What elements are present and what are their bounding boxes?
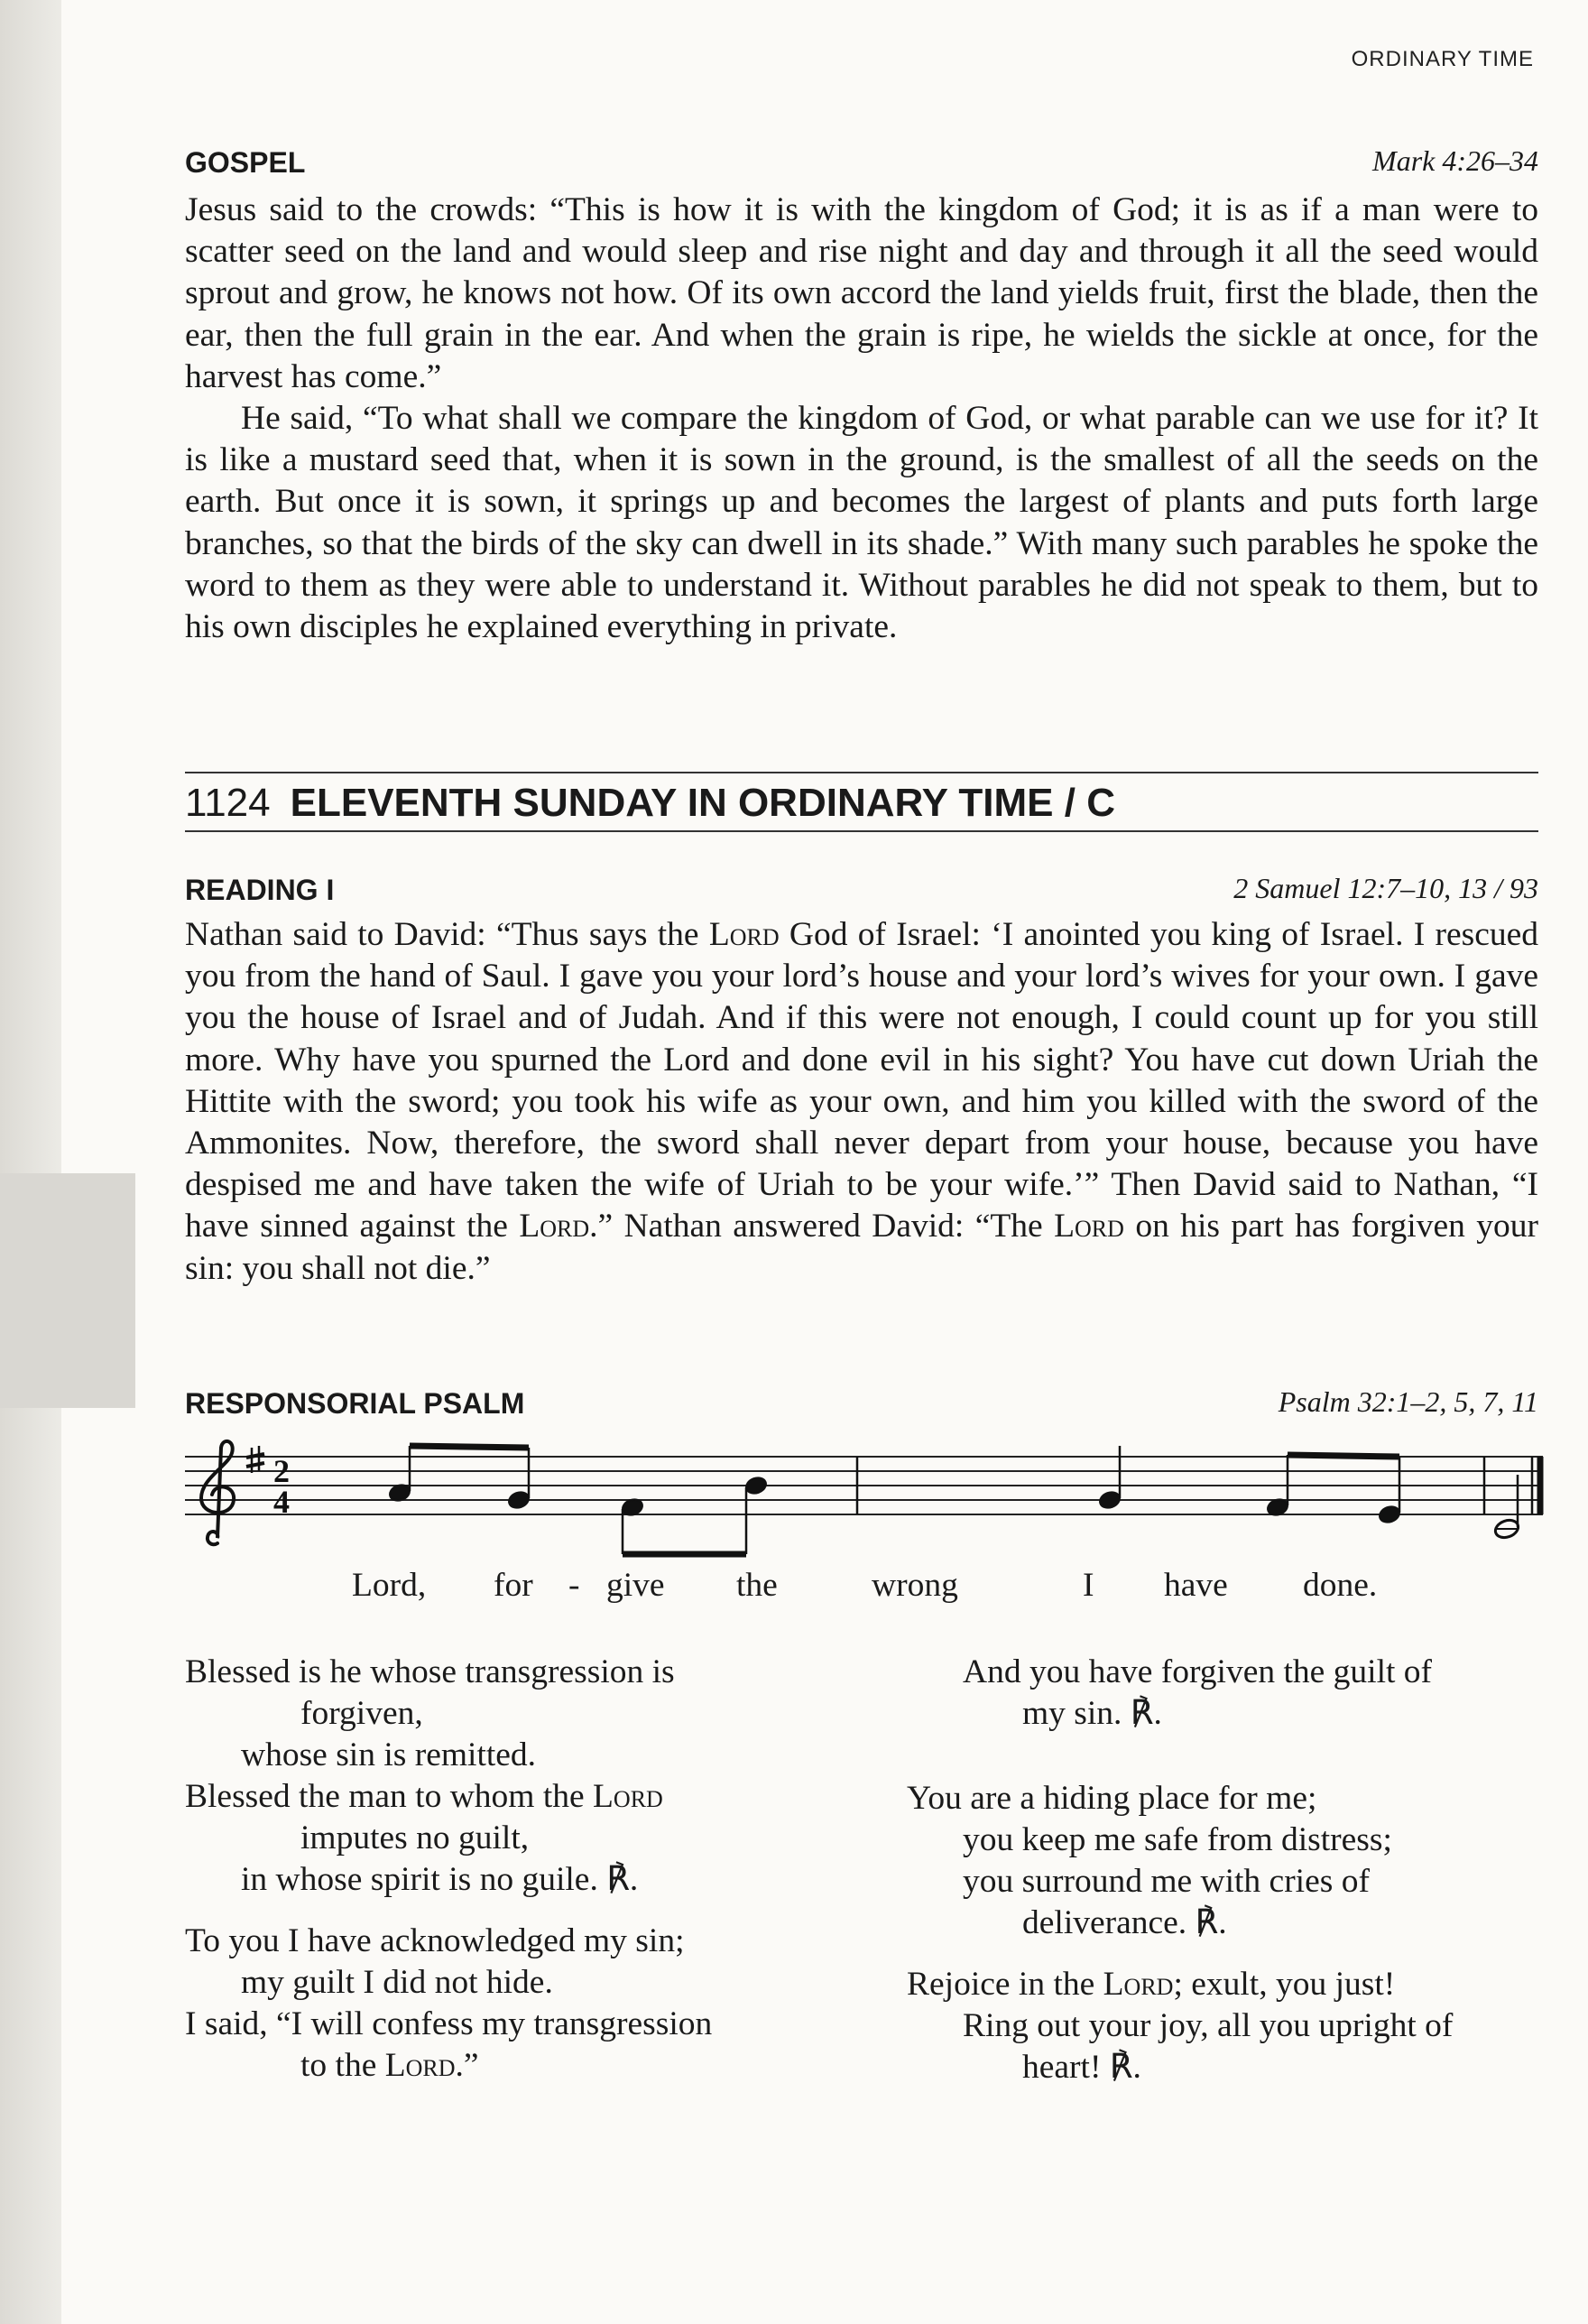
gospel-citation: Mark 4:26–34	[1372, 144, 1538, 177]
staff-lines	[185, 1457, 1543, 1514]
lyric-syllable: done.	[1303, 1567, 1378, 1604]
verse-line	[185, 1776, 712, 1818]
verse-line: heart! ℟.	[1022, 2049, 1141, 2086]
verse-line: To you I have acknowledged my sin;	[185, 1922, 685, 1959]
verse-segment: to the	[300, 2047, 385, 2084]
lord-small-caps: Lord	[384, 2047, 456, 2084]
verse-segment: ; exult, you just!	[1173, 1966, 1396, 2003]
note-eighth	[1378, 1505, 1401, 1525]
heading-rule-bottom	[185, 830, 1538, 832]
beam	[410, 1446, 529, 1448]
note-eighth	[744, 1476, 768, 1496]
lyric-syllable: the	[736, 1567, 778, 1604]
lord-small-caps: Lord	[593, 1778, 663, 1815]
beam	[1288, 1455, 1399, 1457]
section-title: ELEVENTH SUNDAY IN ORDINARY TIME / C	[290, 781, 1115, 825]
thumb-tab	[0, 1173, 135, 1408]
lyric-syllable: wrong	[872, 1567, 958, 1604]
verse-line: my sin. ℟.	[1022, 1695, 1162, 1732]
running-head: ORDINARY TIME	[1351, 47, 1534, 71]
verse-line	[185, 2045, 712, 2087]
reading1-label: READING I	[185, 874, 335, 906]
verse-line: you keep me safe from distress;	[963, 1821, 1392, 1858]
verse-segment: Blessed the man to whom the	[185, 1778, 594, 1815]
verse-line: deliverance. ℟.	[1022, 1904, 1227, 1941]
verse-line: Ring out your joy, all you upright of	[963, 2007, 1454, 2044]
reading1-text	[185, 914, 1538, 1290]
lyric-syllable: Lord,	[352, 1567, 427, 1604]
gospel-label: GOSPEL	[185, 146, 306, 179]
verse-segment: Rejoice in the	[907, 1966, 1103, 2003]
verse-line: And you have forgiven the guilt of	[963, 1653, 1433, 1690]
section-heading	[185, 778, 1115, 829]
music-staff	[185, 1435, 1547, 1561]
lyric-syllable: give	[606, 1567, 665, 1604]
section-number: 1124	[185, 781, 271, 825]
verse-line: Blessed is he whose transgression is	[185, 1653, 675, 1690]
lyric-syllable: have	[1164, 1567, 1228, 1604]
reading1-paragraph	[185, 914, 1538, 1290]
verse-line: my guilt I did not hide.	[241, 1964, 553, 2001]
lyric-hyphen: -	[568, 1567, 580, 1604]
heading-rule-top	[185, 772, 1538, 773]
gospel-text	[185, 190, 1538, 648]
verse-line: forgiven,	[300, 1695, 423, 1732]
verse-line: imputes no guilt,	[300, 1819, 530, 1856]
verse-line: in whose spirit is no guile. ℟.	[241, 1861, 639, 1898]
lyric-syllable: for	[494, 1567, 533, 1604]
page-gutter	[0, 0, 61, 2324]
verse-line: you surround me with cries of	[963, 1863, 1370, 1900]
gospel-paragraph-1: Jesus said to the crowds: “This is how it is with the kingdom of God; it is as if a man were to scatter seed on the land and would sleep and rise night and day and through it all the seed would sprout and grow, he knows not how. Of its own accord the land yields fruit, first the blade, then the ear, then the full grain in the ear. And when the grain is ripe, he wields the sickle at once, for the harvest has come.”	[185, 191, 1538, 395]
psalm-citation: Psalm 32:1–2, 5, 7, 11	[1278, 1385, 1538, 1418]
psalm-label: RESPONSORIAL PSALM	[185, 1387, 525, 1420]
lord-small-caps: Lord	[708, 916, 780, 953]
note-quarter	[1098, 1490, 1122, 1511]
verse-line	[907, 1964, 1453, 2005]
time-signature-top: 2	[273, 1453, 290, 1489]
note-eighth	[507, 1490, 531, 1511]
reading1-citation: 2 Samuel 12:7–10, 13 / 93	[1233, 872, 1538, 904]
lord-small-caps: Lord	[1054, 1208, 1124, 1245]
reading1-segment: God of Israel: ‘I anointed you king of Israel. I rescued you from the hand of Saul. I gave you your lord’s house and your lord’s wives for your own. I gave you the house of Israel and of Judah. And if this were not enough, I could count up for you still more. Why have you spurned the Lord and done evil in his sight? You have cut down Uriah the Hittite with the sword; you took his wife as your own, and him you killed with the sword of the Ammonites. Now, therefore, the sword shall never depart from your house, because you have despised me and have taken the wife of Uriah to be your wife.’” Then David said to Nathan, “I have sinned against the	[185, 916, 1538, 1245]
reading1-segment: .” Nathan answered David: “The	[589, 1208, 1055, 1245]
psalm-verses-left	[185, 1652, 712, 2087]
verse-segment: .”	[455, 2047, 479, 2084]
verse-line: I said, “I will confess my transgression	[185, 2005, 713, 2042]
reading1-segment: Nathan said to David: “Thus says the	[185, 916, 709, 953]
psalm-verses-right	[907, 1652, 1453, 2088]
time-signature	[273, 1453, 290, 1520]
time-signature-bottom: 4	[273, 1484, 290, 1520]
verse-line: You are a hiding place for me;	[907, 1780, 1317, 1817]
lord-small-caps: Lord	[1103, 1966, 1174, 2003]
key-signature-sharp-icon	[246, 1446, 264, 1473]
gospel-paragraph-2: He said, “To what shall we compare the kingdom of God, or what parable can we use for it? It is like a mustard seed that, when it is sown in the ground, is the smallest of all the seeds on the earth. But once it is sown, it springs up and becomes the largest of plants and puts forth large branches, so that the birds of the sky can dwell in its shade.” With many such parables he spoke the word to them as they were able to understand it. Without parables he did not speak to them, but to his own disciples he explained everything in private.	[185, 400, 1538, 646]
reading1-segment: on his part has forgiven your sin: you shall not die.”	[185, 1208, 1538, 1287]
lyric-syllable: I	[1083, 1567, 1094, 1604]
lord-small-caps: Lord	[519, 1208, 590, 1245]
verse-line: whose sin is remitted.	[241, 1736, 537, 1773]
